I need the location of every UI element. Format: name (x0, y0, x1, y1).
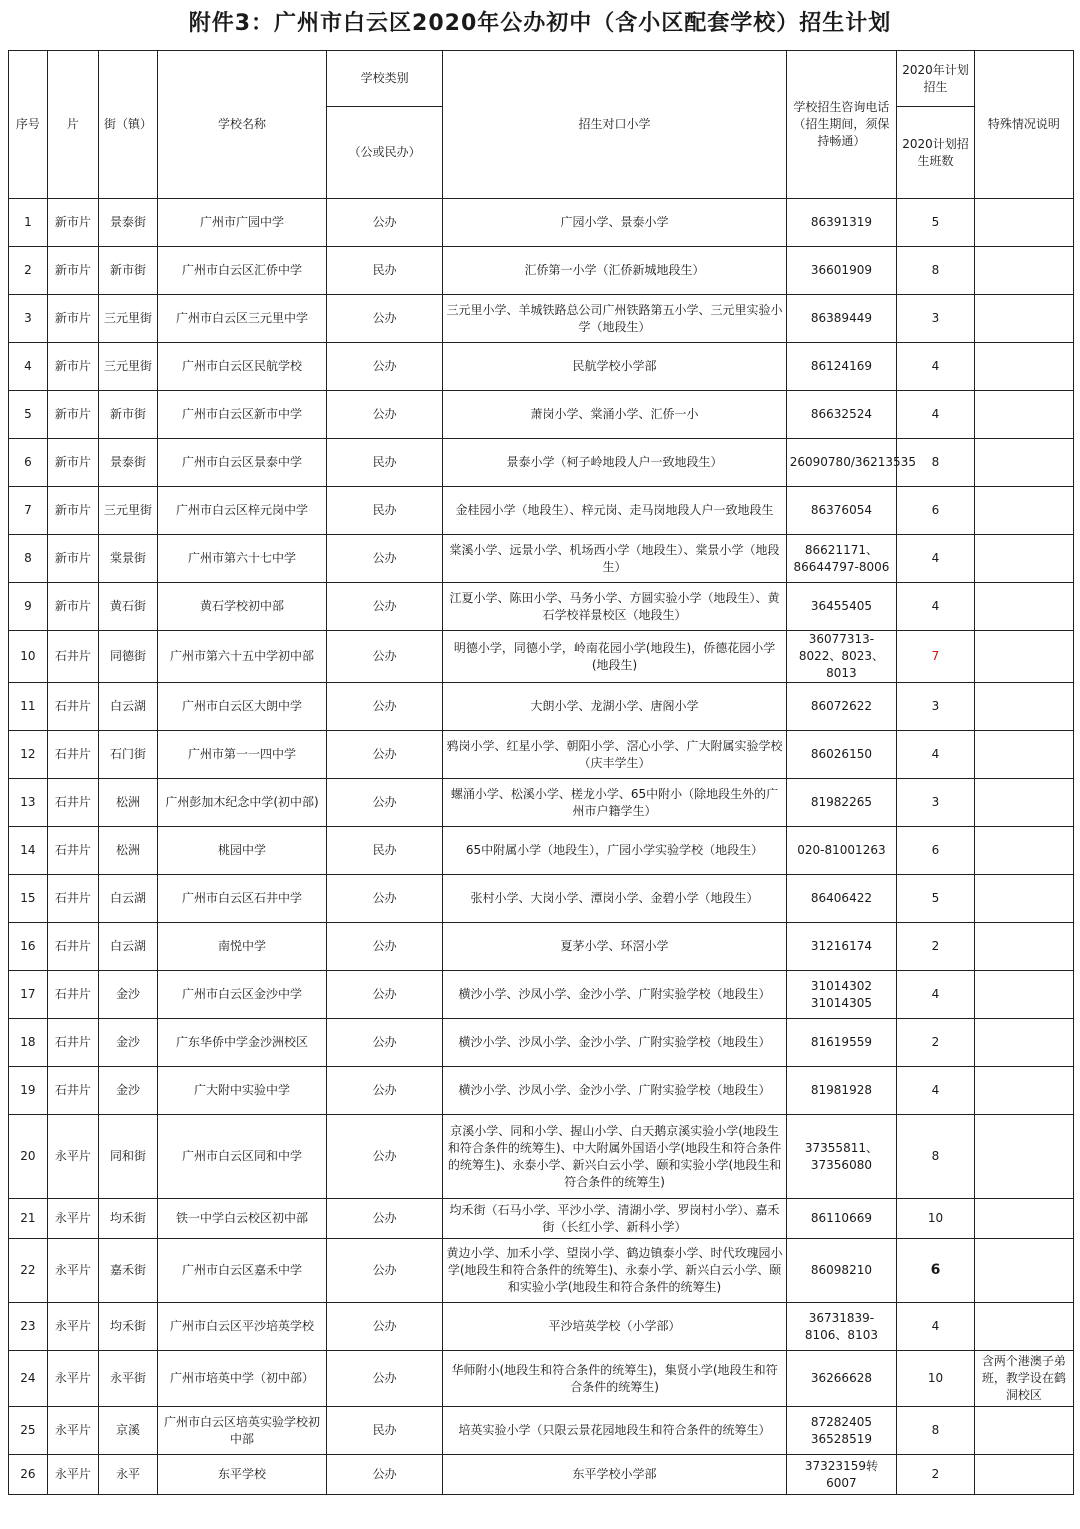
cell-type: 公办 (326, 731, 443, 779)
cell-school: 铁一中学白云校区初中部 (158, 1199, 327, 1239)
cell-school: 广州市培英中学（初中部） (158, 1351, 327, 1407)
cell-type: 公办 (326, 343, 443, 391)
cell-note (974, 1407, 1073, 1455)
cell-school: 广州市第六十五中学初中部 (158, 631, 327, 683)
cell-classes: 5 (897, 199, 975, 247)
enrollment-table (8, 50, 1074, 1495)
table-row (9, 247, 1074, 295)
cell-area: 新市片 (47, 391, 98, 439)
cell-primary: 横沙小学、沙凤小学、金沙小学、广附实验学校（地段生） (443, 1019, 786, 1067)
cell-primary: 江夏小学、陈田小学、马务小学、方圆实验小学（地段生）、黄石学校祥景校区（地段生） (443, 583, 786, 631)
cell-phone: 81982265 (786, 779, 896, 827)
cell-note (974, 583, 1073, 631)
cell-primary: 大朗小学、龙湖小学、唐阁小学 (443, 683, 786, 731)
cell-school: 广州市第六十七中学 (158, 535, 327, 583)
header-area: 片 (47, 51, 98, 199)
cell-area: 石井片 (47, 731, 98, 779)
page-title: 附件3：广州市白云区2020年公办初中（含小区配套学校）招生计划 (188, 11, 892, 36)
cell-street: 同德街 (98, 631, 157, 683)
cell-note (974, 1115, 1073, 1199)
cell-primary: 景泰小学（柯子岭地段人户一致地段生） (443, 439, 786, 487)
cell-classes: 6 (897, 827, 975, 875)
cell-type: 公办 (326, 535, 443, 583)
table-row (9, 1303, 1074, 1351)
cell-street: 金沙 (98, 1067, 157, 1115)
cell-note: 含两个港澳子弟班，教学设在鹤洞校区 (974, 1351, 1073, 1407)
cell-type: 公办 (326, 1199, 443, 1239)
cell-note (974, 487, 1073, 535)
cell-street: 石门街 (98, 731, 157, 779)
cell-note (974, 1199, 1073, 1239)
cell-area: 石井片 (47, 971, 98, 1019)
cell-type: 民办 (326, 487, 443, 535)
cell-type: 公办 (326, 631, 443, 683)
cell-street: 新市街 (98, 391, 157, 439)
cell-note (974, 875, 1073, 923)
cell-primary: 东平学校小学部 (443, 1455, 786, 1495)
cell-area: 石井片 (47, 923, 98, 971)
cell-phone: 37323159转6007 (786, 1455, 896, 1495)
header-phone: 学校招生咨询电话（招生期间，须保持畅通） (786, 51, 896, 199)
cell-phone: 36266628 (786, 1351, 896, 1407)
cell-classes: 2 (897, 1019, 975, 1067)
cell-primary: 棠溪小学、远景小学、机场西小学（地段生）、棠景小学（地段生） (443, 535, 786, 583)
cell-school: 广州市白云区平沙培英学校 (158, 1303, 327, 1351)
cell-note (974, 1303, 1073, 1351)
cell-street: 松洲 (98, 827, 157, 875)
cell-street: 三元里街 (98, 343, 157, 391)
cell-classes: 5 (897, 875, 975, 923)
cell-school: 广州彭加木纪念中学(初中部) (158, 779, 327, 827)
header-school: 学校名称 (158, 51, 327, 199)
cell-area: 石井片 (47, 779, 98, 827)
table-row (9, 439, 1074, 487)
cell-primary: 华师附小(地段生和符合条件的统筹生)，集贤小学(地段生和符合条件的统筹生) (443, 1351, 786, 1407)
cell-type: 公办 (326, 683, 443, 731)
cell-school: 广州市第一一四中学 (158, 731, 327, 779)
table-row (9, 535, 1074, 583)
cell-no: 1 (9, 199, 48, 247)
cell-phone: 86098210 (786, 1239, 896, 1303)
cell-no: 23 (9, 1303, 48, 1351)
cell-classes: 4 (897, 391, 975, 439)
cell-area: 新市片 (47, 439, 98, 487)
cell-type: 公办 (326, 295, 443, 343)
cell-school: 广州市白云区石井中学 (158, 875, 327, 923)
cell-school: 广州市白云区三元里中学 (158, 295, 327, 343)
cell-type: 民办 (326, 439, 443, 487)
cell-note (974, 1067, 1073, 1115)
cell-primary: 横沙小学、沙凤小学、金沙小学、广附实验学校（地段生） (443, 1067, 786, 1115)
cell-school: 广州市白云区民航学校 (158, 343, 327, 391)
cell-type: 公办 (326, 1067, 443, 1115)
table-row (9, 583, 1074, 631)
table-row (9, 779, 1074, 827)
cell-note (974, 683, 1073, 731)
cell-school: 广大附中实验中学 (158, 1067, 327, 1115)
cell-no: 18 (9, 1019, 48, 1067)
header-type-bottom: （公或民办） (326, 107, 443, 199)
cell-no: 9 (9, 583, 48, 631)
cell-note (974, 731, 1073, 779)
table-row (9, 827, 1074, 875)
header-note: 特殊情况说明 (974, 51, 1073, 199)
cell-classes: 4 (897, 731, 975, 779)
cell-phone: 86026150 (786, 731, 896, 779)
cell-phone: 31216174 (786, 923, 896, 971)
cell-note (974, 1019, 1073, 1067)
cell-street: 均禾街 (98, 1303, 157, 1351)
cell-classes: 3 (897, 779, 975, 827)
cell-primary: 萧岗小学、棠涌小学、汇侨一小 (443, 391, 786, 439)
cell-street: 永平 (98, 1455, 157, 1495)
cell-note (974, 391, 1073, 439)
cell-type: 公办 (326, 1303, 443, 1351)
cell-classes: 4 (897, 343, 975, 391)
cell-phone: 020-81001263 (786, 827, 896, 875)
cell-primary: 金桂园小学（地段生）、梓元岗、走马岗地段人户一致地段生 (443, 487, 786, 535)
cell-no: 26 (9, 1455, 48, 1495)
cell-street: 金沙 (98, 971, 157, 1019)
cell-phone: 86632524 (786, 391, 896, 439)
cell-type: 民办 (326, 827, 443, 875)
cell-phone: 86406422 (786, 875, 896, 923)
table-row (9, 199, 1074, 247)
cell-note (974, 343, 1073, 391)
cell-type: 公办 (326, 923, 443, 971)
cell-phone: 86391319 (786, 199, 896, 247)
cell-school: 广州市白云区新市中学 (158, 391, 327, 439)
cell-area: 新市片 (47, 535, 98, 583)
cell-street: 棠景街 (98, 535, 157, 583)
cell-phone: 81981928 (786, 1067, 896, 1115)
cell-phone: 86389449 (786, 295, 896, 343)
cell-classes: 6 (897, 1239, 975, 1303)
cell-street: 同和街 (98, 1115, 157, 1199)
cell-type: 公办 (326, 779, 443, 827)
cell-phone: 26090780/36213535 (786, 439, 896, 487)
cell-primary: 螺涌小学、松溪小学、槎龙小学、65中附小（除地段生外的广州市户籍学生） (443, 779, 786, 827)
cell-type: 公办 (326, 1115, 443, 1199)
cell-street: 永平街 (98, 1351, 157, 1407)
cell-no: 15 (9, 875, 48, 923)
table-row (9, 1115, 1074, 1199)
cell-no: 16 (9, 923, 48, 971)
cell-primary: 民航学校小学部 (443, 343, 786, 391)
cell-classes: 3 (897, 683, 975, 731)
header-plan-top: 2020年计划招生 (897, 51, 975, 107)
cell-area: 永平片 (47, 1115, 98, 1199)
cell-classes: 2 (897, 1455, 975, 1495)
cell-area: 永平片 (47, 1199, 98, 1239)
cell-note (974, 247, 1073, 295)
cell-primary: 汇侨第一小学（汇侨新城地段生） (443, 247, 786, 295)
cell-type: 公办 (326, 1019, 443, 1067)
cell-type: 民办 (326, 247, 443, 295)
cell-area: 永平片 (47, 1455, 98, 1495)
cell-type: 公办 (326, 391, 443, 439)
header-primary: 招生对口小学 (443, 51, 786, 199)
cell-street: 白云湖 (98, 875, 157, 923)
cell-classes: 4 (897, 971, 975, 1019)
cell-area: 石井片 (47, 875, 98, 923)
cell-school: 桃园中学 (158, 827, 327, 875)
cell-area: 新市片 (47, 247, 98, 295)
cell-primary: 横沙小学、沙凤小学、金沙小学、广附实验学校（地段生） (443, 971, 786, 1019)
cell-area: 新市片 (47, 343, 98, 391)
cell-street: 景泰街 (98, 439, 157, 487)
cell-primary: 京溪小学、同和小学、握山小学、白天鹅京溪实验小学(地段生和符合条件的统筹生)、中大附属外国语小学(地段生和符合条件的统筹生)、永泰小学、新兴白云小学、颐和实验小学(地段生和符合条件的统筹生) (443, 1115, 786, 1199)
cell-type: 公办 (326, 971, 443, 1019)
cell-no: 10 (9, 631, 48, 683)
cell-primary: 平沙培英学校（小学部） (443, 1303, 786, 1351)
cell-classes: 2 (897, 923, 975, 971)
cell-primary: 夏茅小学、环滘小学 (443, 923, 786, 971)
cell-primary: 明德小学，同德小学，岭南花园小学(地段生)，侨德花园小学(地段生) (443, 631, 786, 683)
cell-no: 11 (9, 683, 48, 731)
cell-note (974, 779, 1073, 827)
cell-street: 黄石街 (98, 583, 157, 631)
cell-no: 7 (9, 487, 48, 535)
cell-street: 金沙 (98, 1019, 157, 1067)
cell-school: 广州市白云区大朗中学 (158, 683, 327, 731)
cell-note (974, 631, 1073, 683)
cell-type: 公办 (326, 875, 443, 923)
cell-classes: 8 (897, 1407, 975, 1455)
cell-classes: 8 (897, 439, 975, 487)
cell-no: 8 (9, 535, 48, 583)
cell-no: 25 (9, 1407, 48, 1455)
cell-street: 三元里街 (98, 487, 157, 535)
cell-phone: 36601909 (786, 247, 896, 295)
table-row (9, 1407, 1074, 1455)
cell-school: 广州市广园中学 (158, 199, 327, 247)
cell-type: 公办 (326, 1351, 443, 1407)
cell-phone: 86621171、86644797-8006 (786, 535, 896, 583)
cell-school: 广州市白云区同和中学 (158, 1115, 327, 1199)
cell-phone: 86072622 (786, 683, 896, 731)
cell-primary: 张村小学、大岗小学、潭岗小学、金碧小学（地段生） (443, 875, 786, 923)
cell-school: 广州市白云区金沙中学 (158, 971, 327, 1019)
cell-note (974, 439, 1073, 487)
cell-street: 嘉禾街 (98, 1239, 157, 1303)
cell-area: 石井片 (47, 683, 98, 731)
cell-school: 广州市白云区梓元岗中学 (158, 487, 327, 535)
cell-no: 22 (9, 1239, 48, 1303)
cell-no: 5 (9, 391, 48, 439)
cell-no: 13 (9, 779, 48, 827)
cell-note (974, 535, 1073, 583)
cell-primary: 培英实验小学（只限云景花园地段生和符合条件的统筹生） (443, 1407, 786, 1455)
cell-no: 14 (9, 827, 48, 875)
cell-street: 京溪 (98, 1407, 157, 1455)
cell-phone: 36731839-8106、8103 (786, 1303, 896, 1351)
cell-classes: 8 (897, 1115, 975, 1199)
table-row (9, 1351, 1074, 1407)
cell-note (974, 1455, 1073, 1495)
table-row (9, 683, 1074, 731)
cell-no: 24 (9, 1351, 48, 1407)
cell-phone: 36077313-8022、8023、8013 (786, 631, 896, 683)
cell-no: 4 (9, 343, 48, 391)
cell-school: 广州市白云区培英实验学校初中部 (158, 1407, 327, 1455)
cell-street: 新市街 (98, 247, 157, 295)
cell-no: 21 (9, 1199, 48, 1239)
cell-classes: 7 (897, 631, 975, 683)
cell-note (974, 923, 1073, 971)
table-row (9, 731, 1074, 779)
cell-note (974, 1239, 1073, 1303)
cell-primary: 65中附属小学（地段生），广园小学实验学校（地段生） (443, 827, 786, 875)
cell-primary: 黄边小学、加禾小学、望岗小学、鹤边镇泰小学、时代玫瑰园小学(地段生和符合条件的统筹生)、永泰小学、新兴白云小学、颐和实验小学(地段生和符合条件的统筹生) (443, 1239, 786, 1303)
cell-school: 黄石学校初中部 (158, 583, 327, 631)
cell-area: 永平片 (47, 1239, 98, 1303)
table-row (9, 1455, 1074, 1495)
cell-classes: 10 (897, 1351, 975, 1407)
cell-classes: 8 (897, 247, 975, 295)
cell-classes: 4 (897, 583, 975, 631)
cell-street: 三元里街 (98, 295, 157, 343)
header-no: 序号 (9, 51, 48, 199)
cell-street: 均禾街 (98, 1199, 157, 1239)
cell-area: 永平片 (47, 1351, 98, 1407)
cell-classes: 4 (897, 1067, 975, 1115)
cell-type: 公办 (326, 199, 443, 247)
cell-note (974, 295, 1073, 343)
table-row (9, 1067, 1074, 1115)
cell-street: 松洲 (98, 779, 157, 827)
cell-street: 白云湖 (98, 923, 157, 971)
cell-no: 3 (9, 295, 48, 343)
table-row (9, 1019, 1074, 1067)
cell-school: 南悦中学 (158, 923, 327, 971)
cell-area: 永平片 (47, 1303, 98, 1351)
cell-phone: 31014302 31014305 (786, 971, 896, 1019)
cell-primary: 广园小学、景泰小学 (443, 199, 786, 247)
cell-phone: 37355811、37356080 (786, 1115, 896, 1199)
cell-phone: 86124169 (786, 343, 896, 391)
table-row (9, 923, 1074, 971)
cell-primary: 三元里小学、羊城铁路总公司广州铁路第五小学、三元里实验小学（地段生） (443, 295, 786, 343)
cell-no: 2 (9, 247, 48, 295)
cell-classes: 6 (897, 487, 975, 535)
cell-primary: 均禾街（石马小学、平沙小学、清湖小学、罗岗村小学）、嘉禾街（长红小学、新科小学） (443, 1199, 786, 1239)
cell-type: 公办 (326, 583, 443, 631)
table-row (9, 1239, 1074, 1303)
table-row (9, 875, 1074, 923)
cell-school: 广州市白云区汇侨中学 (158, 247, 327, 295)
cell-primary: 鸦岗小学、红星小学、朝阳小学、滘心小学、广大附属实验学校（庆丰学生） (443, 731, 786, 779)
table-row (9, 487, 1074, 535)
cell-note (974, 827, 1073, 875)
cell-phone: 81619559 (786, 1019, 896, 1067)
cell-street: 景泰街 (98, 199, 157, 247)
header-street: 街（镇） (98, 51, 157, 199)
table-row (9, 391, 1074, 439)
header-type-top: 学校类别 (326, 51, 443, 107)
cell-no: 19 (9, 1067, 48, 1115)
cell-classes: 4 (897, 1303, 975, 1351)
cell-no: 6 (9, 439, 48, 487)
cell-phone: 36455405 (786, 583, 896, 631)
cell-area: 新市片 (47, 199, 98, 247)
cell-school: 广州市白云区嘉禾中学 (158, 1239, 327, 1303)
cell-area: 石井片 (47, 827, 98, 875)
cell-phone: 86110669 (786, 1199, 896, 1239)
cell-area: 石井片 (47, 1019, 98, 1067)
cell-area: 新市片 (47, 487, 98, 535)
cell-phone: 87282405 36528519 (786, 1407, 896, 1455)
cell-street: 白云湖 (98, 683, 157, 731)
cell-area: 永平片 (47, 1407, 98, 1455)
cell-classes: 4 (897, 535, 975, 583)
header-plan-bottom: 2020计划招生班数 (897, 107, 975, 199)
cell-area: 新市片 (47, 295, 98, 343)
cell-area: 石井片 (47, 1067, 98, 1115)
cell-note (974, 199, 1073, 247)
cell-no: 17 (9, 971, 48, 1019)
cell-phone: 86376054 (786, 487, 896, 535)
cell-type: 民办 (326, 1407, 443, 1455)
cell-no: 12 (9, 731, 48, 779)
cell-area: 石井片 (47, 631, 98, 683)
table-row (9, 1199, 1074, 1239)
cell-no: 20 (9, 1115, 48, 1199)
cell-school: 东平学校 (158, 1455, 327, 1495)
cell-type: 公办 (326, 1239, 443, 1303)
cell-type: 公办 (326, 1455, 443, 1495)
cell-school: 广东华侨中学金沙洲校区 (158, 1019, 327, 1067)
cell-classes: 10 (897, 1199, 975, 1239)
table-row (9, 343, 1074, 391)
cell-note (974, 971, 1073, 1019)
cell-school: 广州市白云区景泰中学 (158, 439, 327, 487)
table-row (9, 631, 1074, 683)
cell-classes: 3 (897, 295, 975, 343)
cell-area: 新市片 (47, 583, 98, 631)
table-row (9, 971, 1074, 1019)
table-row (9, 295, 1074, 343)
